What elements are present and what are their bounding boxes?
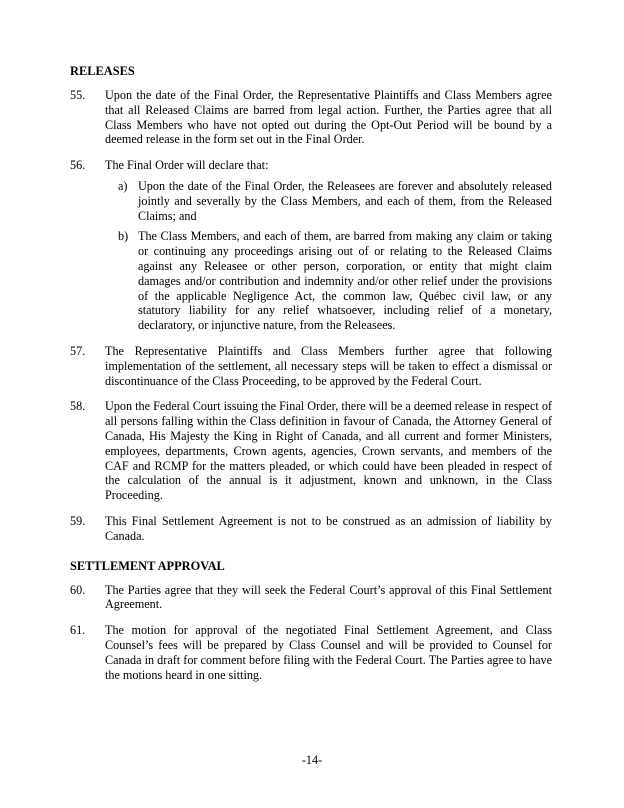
subitem-text: Upon the date of the Final Order, the Releasees are forever and absolutely released jointly and severally by the Class Members, and each of them, from the Released Claims; and — [138, 178, 552, 223]
paragraph-number: 60. — [70, 582, 86, 597]
paragraph-number: 59. — [70, 513, 86, 528]
paragraph-number: 61. — [70, 623, 86, 638]
paragraph-text: The Representative Plaintiffs and Class Members further agree that following implementation of the settlement, all necessary steps will be taken to effect a dismissal or discontinuance of the Class Proceeding, to be approved by the Federal Court. — [105, 343, 552, 388]
page-number: -14- — [301, 753, 323, 767]
subitem-a — [118, 178, 552, 223]
paragraph-58 — [70, 399, 552, 503]
paragraph-text: Upon the Federal Court issuing the Final Order, there will be a deemed release in respect of all persons falling within the Class definition in favour of Canada, the Attorney General of Canada, His Majesty the King in Right of Canada, and all current and former Ministers, employees, departments, Crown agents, agencies, Crown servants, and members of the CAF and RCMP for the matters pleaded, or which could have been pleaded in respect of the calculation of the annual is it adjustment, known and unknown, in the Class Proceeding. — [105, 399, 552, 503]
paragraph-number: 57. — [70, 343, 86, 358]
section-settlement-approval — [70, 559, 552, 683]
paragraph-text: The Parties agree that they will seek the Federal Court’s approval of this Final Settlement Agreement. — [105, 582, 552, 612]
subitem-label: b) — [118, 229, 129, 244]
paragraph-57 — [70, 343, 552, 388]
paragraph-59 — [70, 513, 552, 544]
paragraph-number: 56. — [70, 158, 86, 173]
paragraph-60 — [70, 582, 552, 613]
paragraph-number: 58. — [70, 399, 86, 414]
section-releases — [70, 64, 552, 544]
paragraph-text: The motion for approval of the negotiated Final Settlement Agreement, and Class Counsel’s fees will be prepared by Class Counsel and will be provided to Counsel for Canada in draft for comment before filing with the Federal Court. The Parties agree to have the motions heard in one sitting. — [105, 623, 552, 682]
section-heading-releases: RELEASES — [70, 64, 135, 78]
paragraph-text: Upon the date of the Final Order, the Representative Plaintiffs and Class Members agree that all Released Claims are barred from legal action. Further, the Parties agree that all Class Members who have not opted out during the Opt-Out Period will be bound by a deemed release in the form set out in the Final Order. — [105, 88, 552, 147]
paragraph-61 — [70, 623, 552, 682]
subitem-text: The Class Members, and each of them, are barred from making any claim or taking or continuing any proceedings arising out of or relating to the Released Claims against any Releasee or other person, corporation, or entity that might claim damages and/or contribution and indemnity and/or other relief under the provisions of the applicable Negligence Act, the common law, Québec civil law, or any statutory liability for any relief whatsoever, including relief of a monetary, declaratory, or injunctive nature, from the Releasees. — [138, 229, 552, 333]
paragraph-55 — [70, 88, 552, 147]
paragraph-text: The Final Order will declare that: — [105, 158, 269, 173]
paragraph-text: This Final Settlement Agreement is not to be construed as an admission of liability by Canada. — [105, 513, 552, 543]
section-heading-settlement-approval: SETTLEMENT APPROVAL — [70, 558, 225, 573]
subitem-label: a) — [118, 178, 128, 193]
paragraph-56 — [70, 158, 552, 333]
document-content — [70, 64, 552, 693]
paragraph-number: 55. — [70, 88, 86, 102]
subitem-b — [118, 229, 552, 333]
